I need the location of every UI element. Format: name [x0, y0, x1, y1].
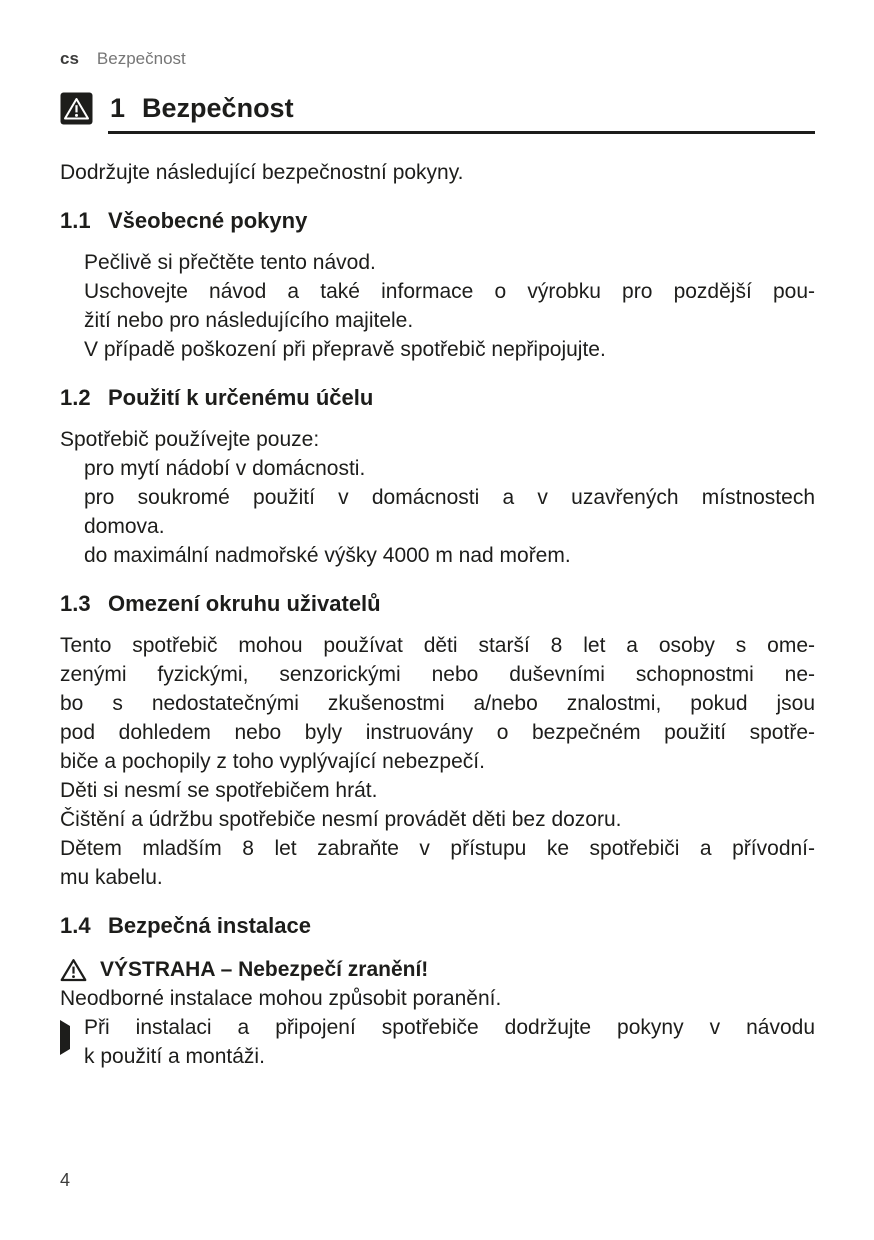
- bullet-item: [60, 248, 815, 277]
- section-heading-1-4: [60, 911, 815, 940]
- section-title: Použití k určenému účelu: [108, 385, 374, 410]
- warning-triangle-icon: [60, 958, 87, 982]
- paragraph: Děti si nesmí se spotřebičem hrát.: [60, 779, 378, 802]
- chapter-title: [110, 92, 294, 125]
- section-heading-1-1: [60, 206, 815, 235]
- bullet-item: [60, 454, 815, 483]
- language-code: cs: [60, 49, 79, 68]
- bullet-item: [60, 277, 815, 335]
- bullet-text: Pečlivě si přečtěte tento návod.: [84, 251, 376, 274]
- paragraph: Tento spotřebič mohou používat děti starší 8 let a osoby s ome- zenými fyzickými, senzorickými nebo duševními schopnostmi ne- bo s nedostatečnými zkušenostmi a/nebo znalostmi, pokud jsou pod dohledem nebo byly instruovány o bezpečném použití spotře- biče a pochopily z toho vyplývající nebezpečí.: [60, 634, 815, 773]
- warning-square-icon: [60, 92, 93, 125]
- section-number: 1.2: [60, 385, 91, 410]
- warning-text: Neodborné instalace mohou způsobit poranění.: [60, 987, 502, 1010]
- section-1-2-body: [60, 425, 815, 570]
- bullet-text: pro soukromé použití v domácnosti a v uzavřených místnostech domova.: [84, 486, 815, 538]
- header-chapter-title: Bezpečnost: [96, 49, 186, 68]
- bullet-gutter: [60, 248, 84, 277]
- section-title: Omezení okruhu uživatelů: [108, 591, 381, 616]
- bullet-text: pro mytí nádobí v domácnosti.: [84, 457, 366, 480]
- chapter-heading: [60, 92, 815, 134]
- bullet-text: V případě poškození při přepravě spotřebič nepřipojujte.: [84, 338, 606, 361]
- bullet-text: Uschovejte návod a také informace o výrobku pro pozdější pou- žití nebo pro následujícího majitele.: [84, 280, 815, 332]
- bullet-gutter: [60, 277, 84, 335]
- section-title: Všeobecné pokyny: [108, 208, 308, 233]
- intro-text: Dodržujte následující bezpečnostní pokyny.: [60, 161, 464, 184]
- bullet-text: do maximální nadmořské výšky 4000 m nad mořem.: [84, 544, 571, 567]
- step-item: [60, 1013, 815, 1071]
- bullet-gutter: [60, 454, 84, 483]
- title-rule: [108, 131, 815, 134]
- section-number: 1.3: [60, 591, 91, 616]
- bullet-gutter: [60, 335, 84, 364]
- page-header: [60, 48, 815, 69]
- bullet-item: [60, 335, 815, 364]
- warning-title: VÝSTRAHA – Nebezpečí zranění!: [100, 958, 429, 981]
- step-text: Při instalaci a připojení spotřebiče dodržujte pokyny v návodu k použití a montáži.: [84, 1016, 815, 1068]
- triangle-right-icon: [60, 1020, 70, 1055]
- section-1-4-body: [60, 984, 815, 1071]
- section-1-3-body: [60, 631, 815, 892]
- step-gutter: [60, 1013, 84, 1071]
- section-heading-1-3: [60, 589, 815, 618]
- page-number: 4: [60, 1170, 71, 1190]
- chapter-number: 1: [110, 93, 126, 123]
- chapter-title-text: Bezpečnost: [142, 93, 294, 123]
- section-number: 1.1: [60, 208, 91, 233]
- paragraph: Čištění a údržbu spotřebiče nesmí provádět děti bez dozoru.: [60, 808, 622, 831]
- bullet-item: [60, 541, 815, 570]
- warning-header: [60, 955, 815, 984]
- section-heading-1-2: [60, 383, 815, 412]
- bullet-item: [60, 483, 815, 541]
- bullet-gutter: [60, 541, 84, 570]
- lead-text: Spotřebič používejte pouze:: [60, 428, 320, 451]
- section-1-1-body: [60, 248, 815, 364]
- paragraph: Dětem mladším 8 let zabraňte v přístupu ke spotřebiči a přívodní- mu kabelu.: [60, 837, 815, 889]
- bullet-gutter: [60, 483, 84, 541]
- section-title: Bezpečná instalace: [108, 913, 311, 938]
- section-number: 1.4: [60, 913, 91, 938]
